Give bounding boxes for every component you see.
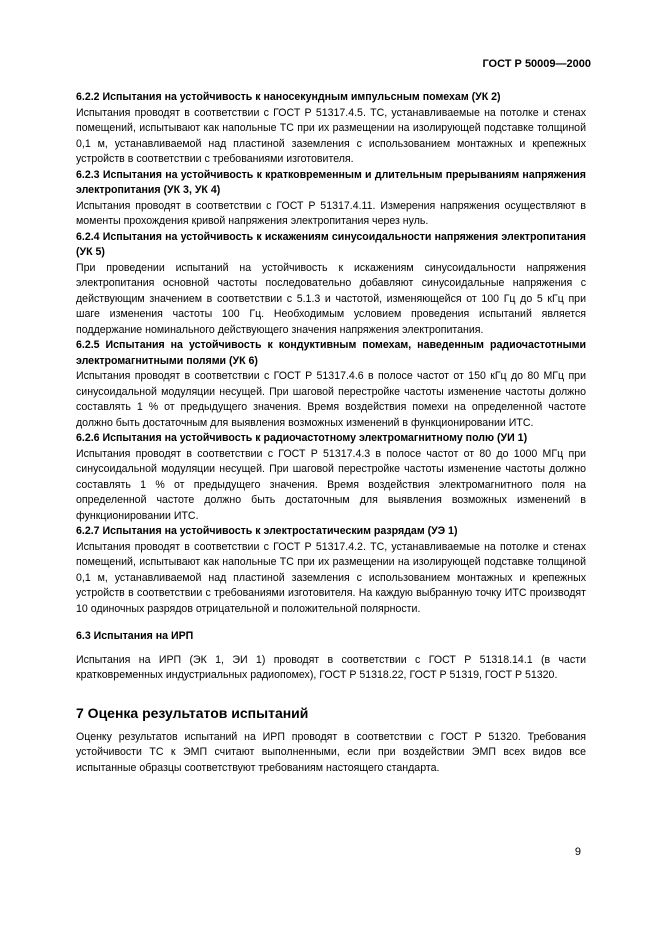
section-6-2-7-text: Испытания проводят в соответствии с ГОСТ Р 51317.4.2. ТС, устанавливаемые на потолке и стенах помещений, испытывают как напольные ТС при их размещении на изолирующей подставке толщиной 0,1 м, устанавливаемой над пластиной заземления с использованием монтажных и крепежных устройств в соответствии с требованиями изготовителя. На каждую выбранную точку ИТС производят 10 одиночных разрядов отрицательной и положительной полярности. [76, 540, 586, 615]
section-6-2-3-heading: 6.2.3 Испытания на устойчивость к кратковременным и длительным прерываниям напряжения электропитания (УК 3, УК 4) [76, 168, 586, 196]
section-6-2-4-text: При проведении испытаний на устойчивость к искажениям синусоидальности напряжения электропитания основной частоты последовательно добавляют синусоидальные напряжения с действующим значением в соответствии с 5.1.3 и частотой, изменяющейся от 100 Гц до 5 кГц при шаге изменения частоты 100 Гц. Необходимым условием проведения испытаний является поддержание номинального действующего значения напряжения электропитания. [76, 261, 586, 336]
section-6-3-text: Испытания на ИРП (ЭК 1, ЭИ 1) проводят в соответствии с ГОСТ Р 51318.14.1 (в части кратковременных индустриальных радиопомех), ГОСТ Р 51318.22, ГОСТ Р 51319, ГОСТ Р 51320. [76, 653, 586, 681]
section-6-2-6-text: Испытания проводят в соответствии с ГОСТ Р 51317.4.3 в полосе частот от 80 до 1000 МГц при синусоидальной модуляции несущей. При шаговой перестройке частоты изменение частоты должно составлять 1 % от предыдущего значения. Время воздействия электромагнитного поля на определенной частоте должно быть достаточным для выявления возможных изменений в функционировании ИТС. [76, 447, 586, 522]
section-6-2-5-heading: 6.2.5 Испытания на устойчивость к кондуктивным помехам, наведенным радиочастотными электромагнитными полями (УК 6) [76, 339, 586, 367]
section-6-2-7-heading: 6.2.7 Испытания на устойчивость к электростатическим разрядам (УЭ 1) [76, 525, 458, 537]
section-7-text: Оценку результатов испытаний на ИРП проводят в соответствии с ГОСТ Р 51320. Требования устойчивости ТС к ЭМП считают выполненными, если при воздействии ЭМП всех видов все испытанные образцы соответствуют требованиям настоящего стандарта. [76, 730, 586, 774]
page-content [76, 90, 586, 776]
section-6-2-5-text: Испытания проводят в соответствии с ГОСТ Р 51317.4.6 в полосе частот от 150 кГц до 80 МГц при синусоидальной модуляции несущей. При шаговой перестройке частоты изменение частоты должно составлять 1 % от предыдущего значения. Время воздействия помехи на определенной частоте должно быть достаточным для выявления возможных изменений в функционировании ИТС. [76, 370, 586, 429]
document-code: ГОСТ Р 50009—2000 [482, 58, 591, 70]
section-6-2-3-text: Испытания проводят в соответствии с ГОСТ Р 51317.4.11. Измерения напряжения осуществляют в моменты прохождения кривой напряжения электропитания через нуль. [76, 199, 586, 227]
section-6-2-4-heading: 6.2.4 Испытания на устойчивость к искажениям синусоидальности напряжения электропитания (УК 5) [76, 230, 586, 258]
section-6-3-heading: 6.3 Испытания на ИРП [76, 630, 194, 642]
section-6-2-6-heading: 6.2.6 Испытания на устойчивость к радиочастотному электромагнитному полю (УИ 1) [76, 432, 528, 444]
section-7-heading: 7 Оценка результатов испытаний [76, 704, 309, 721]
section-6-2-2-heading: 6.2.2 Испытания на устойчивость к наносекундным импульсным помехам (УК 2) [76, 91, 501, 103]
section-6-2-2-text: Испытания проводят в соответствии с ГОСТ Р 51317.4.5. ТС, устанавливаемые на потолке и стенах помещений, испытывают как напольные ТС при их размещении на изолирующей подставке толщиной 0,1 м, устанавливаемой над пластиной заземления с использованием монтажных и крепежных устройств в соответствии с требованиями изготовителя. [76, 106, 586, 165]
page-number: 9 [574, 846, 581, 858]
